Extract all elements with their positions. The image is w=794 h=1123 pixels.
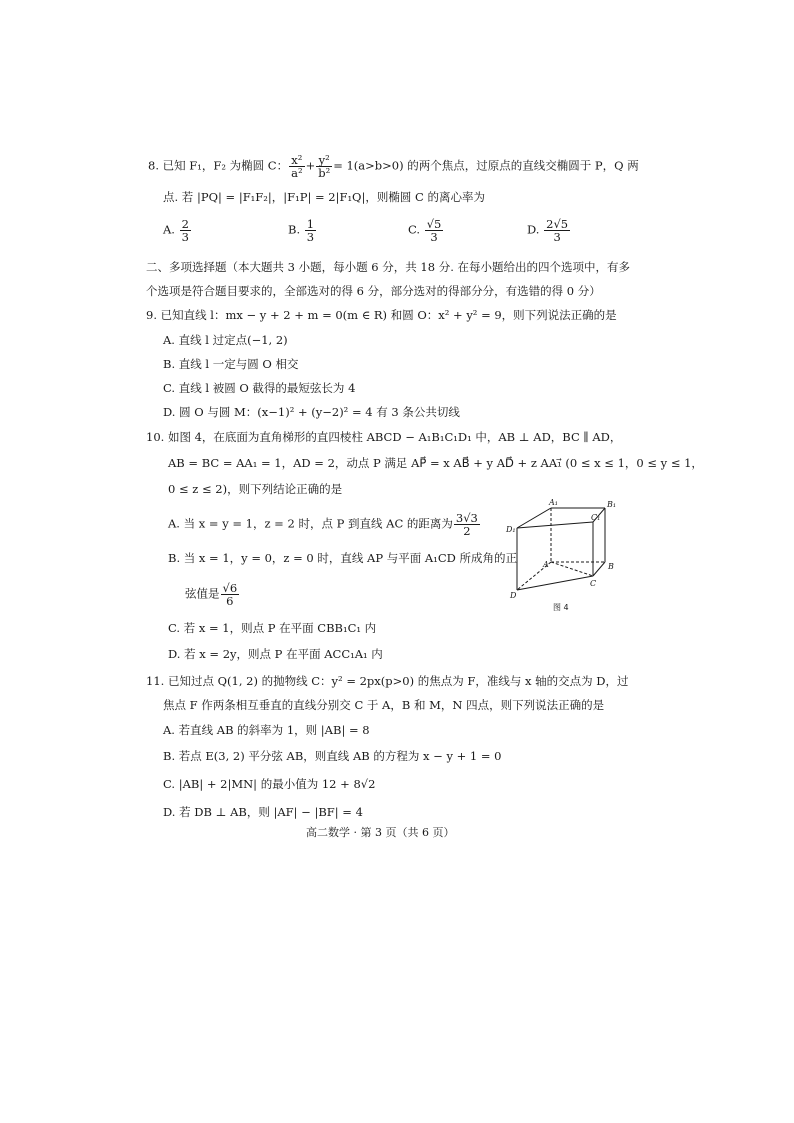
q10-option-d: D. 若 x = 2y，则点 P 在平面 ACC₁A₁ 内 — [168, 647, 383, 661]
q9-option-d: D. 圆 O 与圆 M：(x−1)² + (y−2)² = 4 有 3 条公共切线 — [163, 405, 460, 419]
q11-option-d: D. 若 DB ⊥ AB，则 |AF| − |BF| = 4 — [163, 805, 363, 819]
q8-stem-b: = 1(a>b>0) 的两个焦点，过原点的直线交椭圆于 P，Q 两 — [333, 158, 639, 173]
section2-line1: 二、多项选择题（本大题共 3 小题，每小题 6 分，共 18 分. 在每小题给出的四个选项中，有多 — [146, 260, 631, 274]
q11-option-b: B. 若点 E(3, 2) 平分弦 AB，则直线 AB 的方程为 x − y + 1 = 0 — [163, 749, 502, 763]
prism-diagram — [503, 496, 633, 616]
q9-option-b: B. 直线 l 一定与圆 O 相交 — [163, 357, 299, 371]
q8-plus: + — [305, 158, 316, 173]
q8-option-d: D. $\frac{2√5}{3}$ — [527, 217, 569, 245]
label-C1: C₁ — [591, 513, 601, 522]
q11-stem-line2: 焦点 F 作两条相互垂直的直线分别交 C 于 A，B 和 M，N 四点，则下列说法正确的是 — [163, 698, 605, 712]
q10-stem-line1: 10. 如图 4，在底面为直角梯形的直四棱柱 ABCD − A₁B₁C₁D₁ 中，AB ⊥ AD，BC ∥ AD， — [146, 430, 622, 444]
q8-option-a: A. $\frac{2}{3}$ — [163, 217, 189, 245]
q8-fraction-y: $\frac{\text{y²}}{\text{b²}}$ — [318, 153, 331, 181]
section2-line2: 个选项是符合题目要求的，全部选对的得 6 分，部分选对的得部分分，有选错的得 0 分） — [146, 284, 601, 298]
q8-number: 8. — [148, 158, 159, 173]
q11-option-c: C. |AB| + 2|MN| 的最小值为 12 + 8√2 — [163, 777, 376, 791]
edge-DC — [517, 576, 593, 590]
edge-CB — [593, 562, 605, 576]
figure-caption: 图 4 — [553, 603, 569, 612]
label-A: A — [543, 560, 549, 569]
q10-option-b-line1: B. 当 x = 1，y = 0，z = 0 时，直线 AP 与平面 A₁CD 所成角的正 — [168, 551, 518, 565]
q8-option-c: C. $\frac{√5}{3}$ — [408, 217, 442, 245]
label-D: D — [510, 591, 517, 600]
edge-AC — [551, 562, 593, 576]
q11-option-a: A. 若直线 AB 的斜率为 1，则 |AB| = 8 — [163, 723, 370, 737]
q8-stem-a: 已知 F₁，F₂ 为椭圆 C： — [162, 158, 289, 173]
label-A1: A₁ — [549, 498, 558, 507]
q10-stem-line2: AB = BC = AA₁ = 1，AD = 2，动点 P 满足 AP⃗ = x AB⃗ + y AD⃗ + z AA₁⃗ (0 ≤ x ≤ 1，0 ≤ y ≤ 1， — [168, 456, 703, 470]
label-B1: B₁ — [607, 500, 617, 509]
page-footer: 高二数学 · 第 3 页（共 6 页） — [306, 826, 455, 839]
q9-stem: 9. 已知直线 l：mx − y + 2 + m = 0(m ∈ R) 和圆 O：x² + y² = 9，则下列说法正确的是 — [146, 308, 617, 322]
figure-4-prism — [503, 496, 633, 616]
label-B: B — [608, 562, 614, 571]
q10-stem-line3: 0 ≤ z ≤ 2)，则下列结论正确的是 — [168, 482, 343, 496]
edge-D1A1 — [517, 508, 551, 528]
q8-stem-line1 — [148, 154, 639, 179]
edge-C1D1 — [517, 522, 593, 528]
q10-option-b-line2: 弦值是 $\frac{√6}{6}$ — [185, 581, 238, 609]
q9-option-a: A. 直线 l 过定点(−1, 2) — [163, 333, 288, 347]
label-C: C — [590, 579, 597, 588]
label-D1: D₁ — [506, 525, 516, 534]
q9-option-c: C. 直线 l 被圆 O 截得的最短弦长为 4 — [163, 381, 356, 395]
q8-option-b: B. $\frac{1}{3}$ — [288, 217, 315, 245]
q8-stem-line2: 点. 若 |PQ| = |F₁F₂|，|F₁P| = 2|F₁Q|，则椭圆 C 的离心率为 — [163, 190, 485, 204]
q8-fraction-x: $\frac{\text{x²}}{\text{a²}}$ — [291, 153, 303, 181]
q10-option-a: A. 当 x = y = 1，z = 2 时，点 P 到直线 AC 的距离为 $\frac{3√3}{2}$ — [168, 511, 478, 539]
q11-stem-line1: 11. 已知过点 Q(1, 2) 的抛物线 C：y² = 2px(p>0) 的焦点为 F，准线与 x 轴的交点为 D，过 — [146, 674, 629, 688]
q10-option-c: C. 若 x = 1，则点 P 在平面 CBB₁C₁ 内 — [168, 621, 377, 635]
